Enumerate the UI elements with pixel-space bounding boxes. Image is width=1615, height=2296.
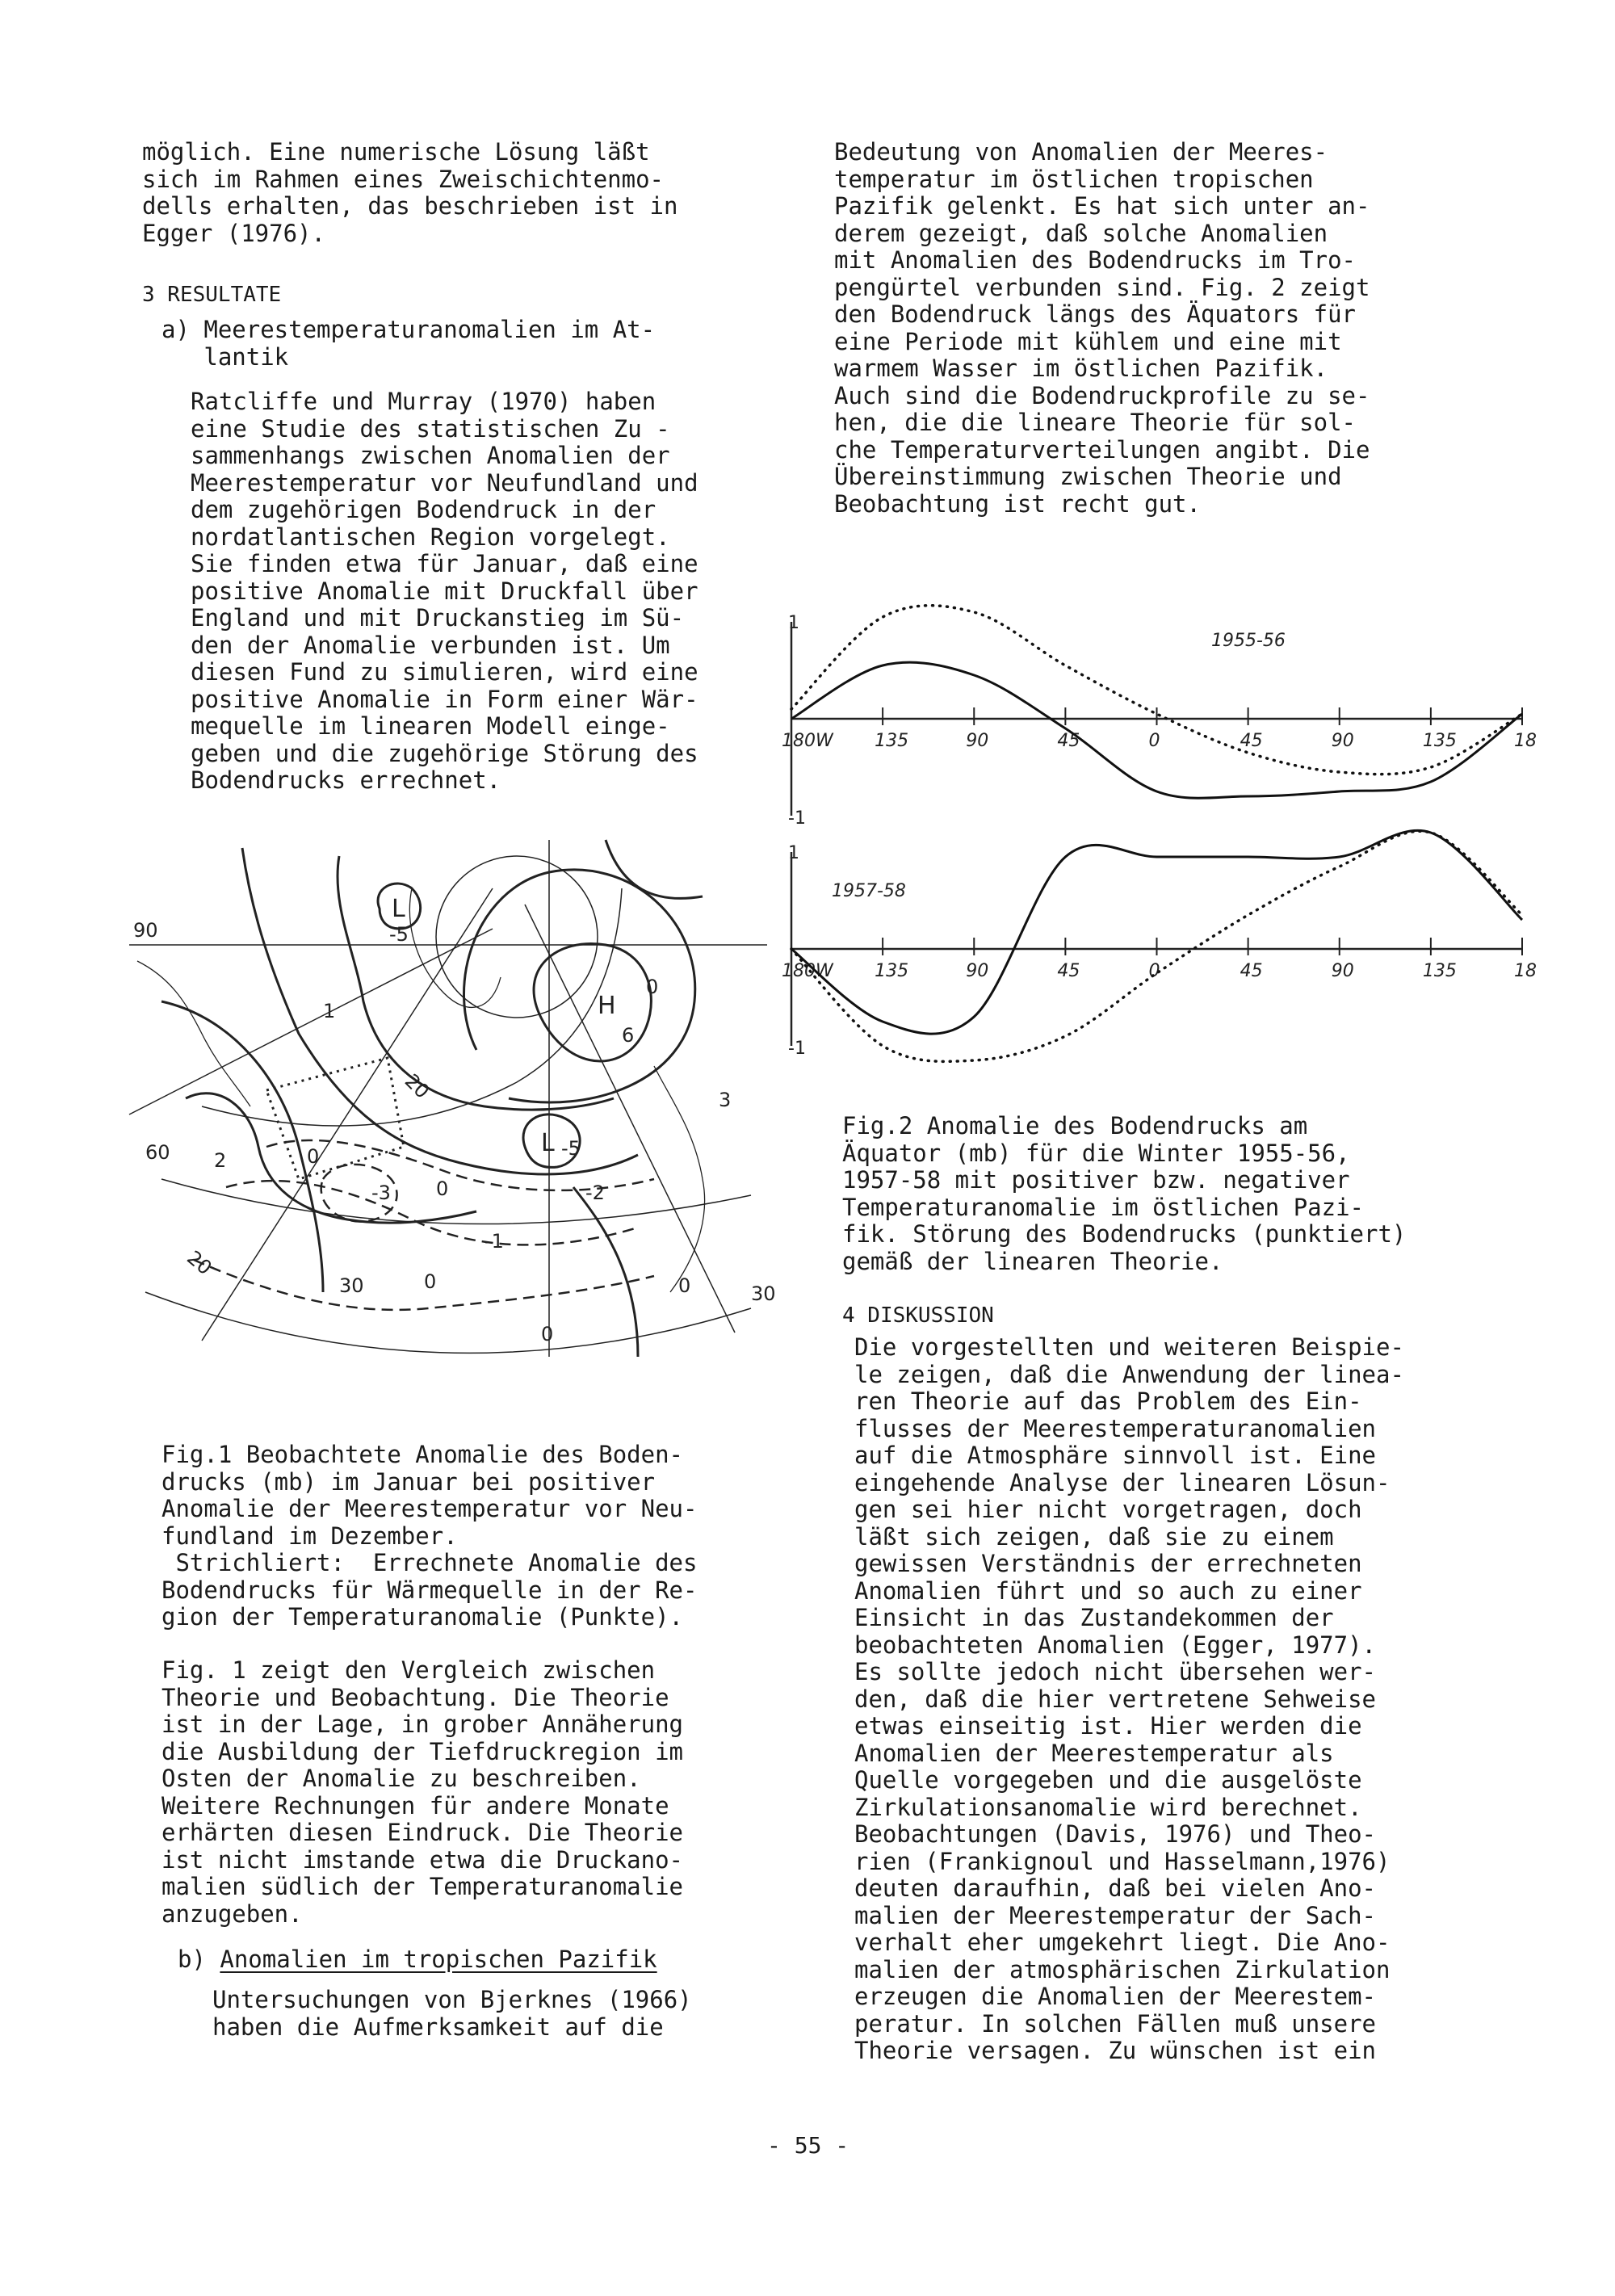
isobar-observed-1 bbox=[162, 1001, 323, 1292]
map-contour-label-d0: 0 bbox=[307, 1145, 320, 1168]
fig2-equator-pressure-charts bbox=[775, 590, 1542, 1082]
map-contour-label-0d: 0 bbox=[678, 1274, 691, 1297]
map-contour-label-m2: -2 bbox=[585, 1182, 605, 1204]
section-heading-resultate: 3 RESULTATE bbox=[142, 283, 282, 307]
p1-x-tick-label-7: 135 bbox=[1422, 731, 1457, 751]
coastline-north-america bbox=[137, 961, 250, 1106]
subsection-b-heading bbox=[178, 1946, 657, 1974]
temperature-anomaly-region bbox=[266, 1058, 404, 1179]
map-contour-label-d20: 20 bbox=[400, 1069, 434, 1103]
map-high-value: 6 bbox=[622, 1024, 635, 1047]
map-label-lon-0: 0 bbox=[541, 1323, 554, 1345]
p2-x-tick-label-1: 135 bbox=[875, 961, 909, 981]
p2-x-tick-label-8: 18 bbox=[1514, 961, 1537, 981]
map-low-symbol-2: L bbox=[541, 1129, 555, 1157]
map-contour-label-m1: -1 bbox=[484, 1230, 504, 1253]
paragraph-bedeutung: Bedeutung von Anomalien der Meeres- temperatur im östlichen tropischen Pazifik gelenkt. Es hat sich unter an- derem gezeigt, daß solche Anomalien mit Anomalien des Bodendrucks im Tro- pengürtel verbunden sind. Fig. 2 zeigt den Bodendruck längs des Äquators für eine Periode mit kühlem und eine mit warmem Wasser im östlichen Pazifik. Auch sind die Bodendruckprofile zu se- hen, die die lineare Theorie für sol- che Temperaturverteilungen angibt. Die Übereinstimmung zwischen Theorie und Beobachtung ist recht gut. bbox=[834, 138, 1370, 518]
p2-x-tick-label-2: 90 bbox=[966, 961, 989, 981]
p1-x-tick-label-6: 90 bbox=[1331, 731, 1354, 751]
page-number: - 55 - bbox=[767, 2132, 849, 2159]
fig1-pressure-map bbox=[133, 840, 783, 1397]
map-contour-label-2: 2 bbox=[214, 1149, 227, 1172]
p2-title: 1957-58 bbox=[832, 881, 906, 901]
p2-x-tick-label-6: 90 bbox=[1331, 961, 1354, 981]
map-contour-label-0c: 0 bbox=[424, 1270, 437, 1293]
p2-series-observed-line bbox=[791, 830, 1522, 1034]
map-latitude-circle-outer bbox=[145, 1292, 751, 1353]
map-contour-label-1: 1 bbox=[323, 1000, 336, 1022]
p1-x-tick-label-1: 135 bbox=[875, 731, 909, 751]
map-low-value-2: -5 bbox=[561, 1137, 581, 1160]
p1-y-tick-label-top: 1 bbox=[788, 613, 799, 633]
subsection-b-title: Anomalien im tropischen Pazifik bbox=[220, 1946, 657, 1973]
p1-x-tick-label-4: 0 bbox=[1148, 731, 1160, 751]
p2-y-tick-label-bottom: -1 bbox=[788, 1039, 806, 1059]
map-high-symbol: H bbox=[598, 992, 616, 1020]
map-label-lat-20: 20 bbox=[182, 1246, 216, 1280]
p2-x-tick-label-7: 135 bbox=[1422, 961, 1457, 981]
p2-x-tick-label-3: 45 bbox=[1057, 961, 1080, 981]
map-pole-circle bbox=[436, 856, 598, 1018]
p1-x-tick-label-2: 90 bbox=[966, 731, 989, 751]
map-label-lon-60: 60 bbox=[145, 1141, 170, 1164]
map-low-value-1: -5 bbox=[389, 923, 409, 946]
p1-x-tick-label-0: 180W bbox=[782, 731, 833, 751]
subsection-a-heading: a) Meerestemperaturanomalien im At- lantik bbox=[162, 316, 656, 371]
paragraph-ratcliffe: Ratcliffe und Murray (1970) haben eine Studie des statistischen Zu - sammenhangs zwischen Anomalien der Meerestemperatur vor Neufundland und dem zugehörigen Bodendruck in der nordatlantischen Region vorgelegt. Sie finden etwa für Januar, daß eine positive Anomalie mit Druckfall über England und mit Druckanstieg im Sü- den der Anomalie verbunden ist. Um diesen Fund zu simulieren, wird eine positive Anomalie in Form einer Wär- mequelle im linearen Modell einge- geben und die zugehörige Störung des Bodendrucks errechnet. bbox=[191, 388, 698, 794]
map-label-lon-30w: 30 bbox=[339, 1274, 364, 1297]
fig2-panel-1957-58 bbox=[782, 830, 1537, 1061]
isobar-observed-5 bbox=[573, 1187, 638, 1357]
intro-paragraph: möglich. Eine numerische Lösung läßt sich im Rahmen eines Zweischichtenmo- dells erhalten, das beschrieben ist in Egger (1976). bbox=[142, 138, 678, 247]
p2-x-tick-label-0: 180W bbox=[782, 961, 833, 981]
p2-y-tick-label-top: 1 bbox=[788, 843, 799, 863]
map-contour-label-0b: 0 bbox=[436, 1177, 449, 1200]
map-contour-label-0a: 0 bbox=[646, 976, 659, 998]
isobar-high-outer bbox=[464, 870, 694, 1102]
map-label-lon-30e: 30 bbox=[751, 1282, 776, 1305]
fig2-panel-1955-56 bbox=[782, 606, 1537, 829]
map-meridian-30e bbox=[525, 905, 735, 1333]
coastline-europe bbox=[654, 1066, 705, 1292]
p1-x-tick-label-3: 45 bbox=[1057, 731, 1080, 751]
fig1-caption: Fig.1 Beobachtete Anomalie des Boden- drucks (mb) im Januar bei positiver Anomalie der Meerestemperatur vor Neu- fundland im Dezember. Strichliert: Errechnete Anomalie des Bodendrucks für Wärmequelle in der Re- gion der Temperaturanomalie (Punkte). bbox=[162, 1441, 698, 1631]
p2-x-tick-label-4: 0 bbox=[1148, 961, 1160, 981]
paragraph-bjerknes: Untersuchungen von Bjerknes (1966) haben die Aufmerksamkeit auf die bbox=[212, 1986, 692, 2041]
map-contour-label-m3: -3 bbox=[371, 1182, 391, 1204]
p1-x-tick-label-5: 45 bbox=[1240, 731, 1263, 751]
paragraph-fig1-comparison: Fig. 1 zeigt den Vergleich zwischen Theorie und Beobachtung. Die Theorie ist in der Lage, in grober Annäherung die Ausbildung der Tiefdruckregion im Osten der Anomalie zu beschreiben. Weitere Rechnungen für andere Monate erhärten diesen Eindruck. Die Theorie ist nicht imstande etwa die Druckano- malien südlich der Temperaturanomalie anzugeben. bbox=[162, 1656, 684, 1928]
map-low-symbol-1: L bbox=[392, 895, 405, 923]
p1-x-tick-label-8: 18 bbox=[1514, 731, 1537, 751]
p2-x-tick-label-5: 45 bbox=[1240, 961, 1263, 981]
section-heading-diskussion: 4 DISKUSSION bbox=[842, 1303, 994, 1328]
p1-title: 1955-56 bbox=[1211, 631, 1286, 651]
p1-y-tick-label-bottom: -1 bbox=[788, 808, 806, 829]
map-meridian-60w bbox=[129, 929, 493, 1114]
subsection-b-label: b) bbox=[178, 1946, 220, 1973]
paragraph-diskussion: Die vorgestellten und weiteren Beispie- le zeigen, daß die Anwendung der linea- ren Theorie auf das Problem des Ein- flusses der Meerestemperaturanomalien auf die Atmosphäre sinnvoll ist. Eine eingehende Analyse der linearen Lösun- gen sei hier nicht vorgetragen, doch läßt sich zeigen, daß sie zu einem gewissen Verständnis der errechneten Anomalien führt und so auch zu einer Einsicht in das Zustandekommen der beobachteten Anomalien (Egger, 1977). Es sollte jedoch nicht übersehen wer- den, daß die hier vertretene Sehweise etwas einseitig ist. Hier werden die Anomalien der Meerestemperatur als Quelle vorgegeben und die ausgelöste Zirkulationsanomalie wird berechnet. Beobachtungen (Davis, 1976) und Theo- rien (Frankignoul und Hasselmann,1976) deuten daraufhin, daß bei vielen Ano- malien der Meerestemperatur der Sach- verhalt eher umgekehrt liegt. Die Ano- malien der atmosphärischen Zirkulation erzeugen die Anomalien der Meerestem- peratur. In solchen Fällen muß unsere Theorie versagen. Zu wünschen ist ein bbox=[854, 1333, 1404, 2064]
isobar-observed-6 bbox=[606, 840, 703, 898]
map-label-lon-90: 90 bbox=[133, 919, 158, 942]
fig2-caption: Fig.2 Anomalie des Bodendrucks am Äquator (mb) für die Winter 1955-56, 1957-58 mit positiver bzw. negativer Temperaturanomalie im östlichen Pazi- fik. Störung des Bodendrucks (punktiert) gemäß der linearen Theorie. bbox=[842, 1112, 1407, 1275]
isobar-observed-2 bbox=[242, 848, 638, 1174]
map-contour-label-3: 3 bbox=[719, 1089, 732, 1111]
